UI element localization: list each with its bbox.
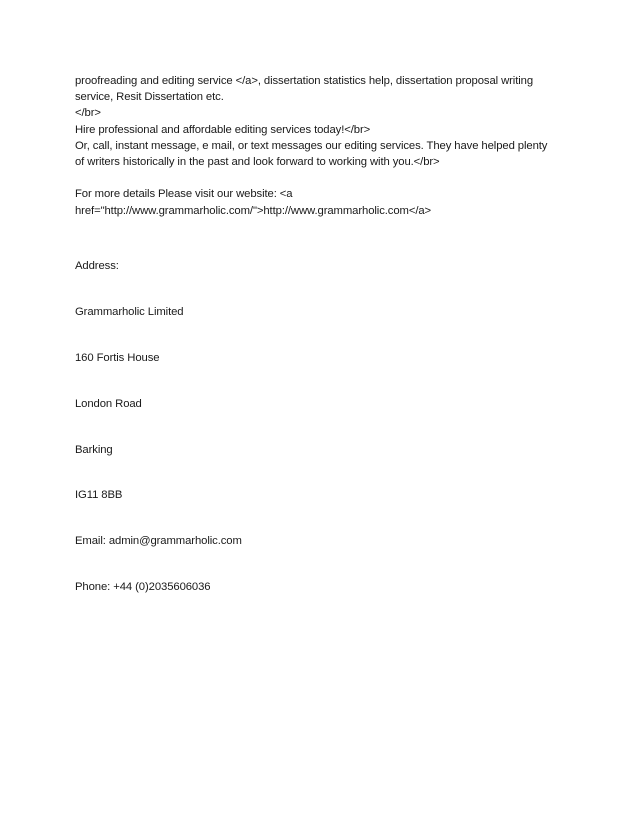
body-line: of writers historically in the past and look forward to working with you.</br> (75, 156, 440, 169)
company-name: Grammarholic Limited (75, 306, 184, 318)
contact-phone: Phone: +44 (0)2035606036 (75, 581, 211, 593)
body-line: Hire professional and affordable editing services today!</br> (75, 123, 371, 136)
address-postcode: IG11 8BB (75, 489, 123, 501)
address-street: 160 Fortis House (75, 352, 160, 364)
body-line: service, Resit Dissertation etc. (75, 91, 224, 104)
body-line: Or, call, instant message, e mail, or text messages our editing services. They have helped plenty (75, 139, 548, 152)
address-label: Address: (75, 260, 119, 272)
body-line: proofreading and editing service </a>, dissertation statistics help, dissertation proposal writing (75, 75, 534, 87)
contact-email: Email: admin@grammarholic.com (75, 535, 242, 547)
website-line: For more details Please visit our website: <a (75, 188, 293, 201)
body-line: </br> (75, 107, 101, 120)
body-text (75, 73, 575, 219)
website-line: href="http://www.grammarholic.com/">http://www.grammarholic.com</a> (75, 204, 432, 217)
address-road: London Road (75, 398, 142, 410)
address-town: Barking (75, 444, 113, 456)
paragraph-gap (75, 170, 575, 186)
